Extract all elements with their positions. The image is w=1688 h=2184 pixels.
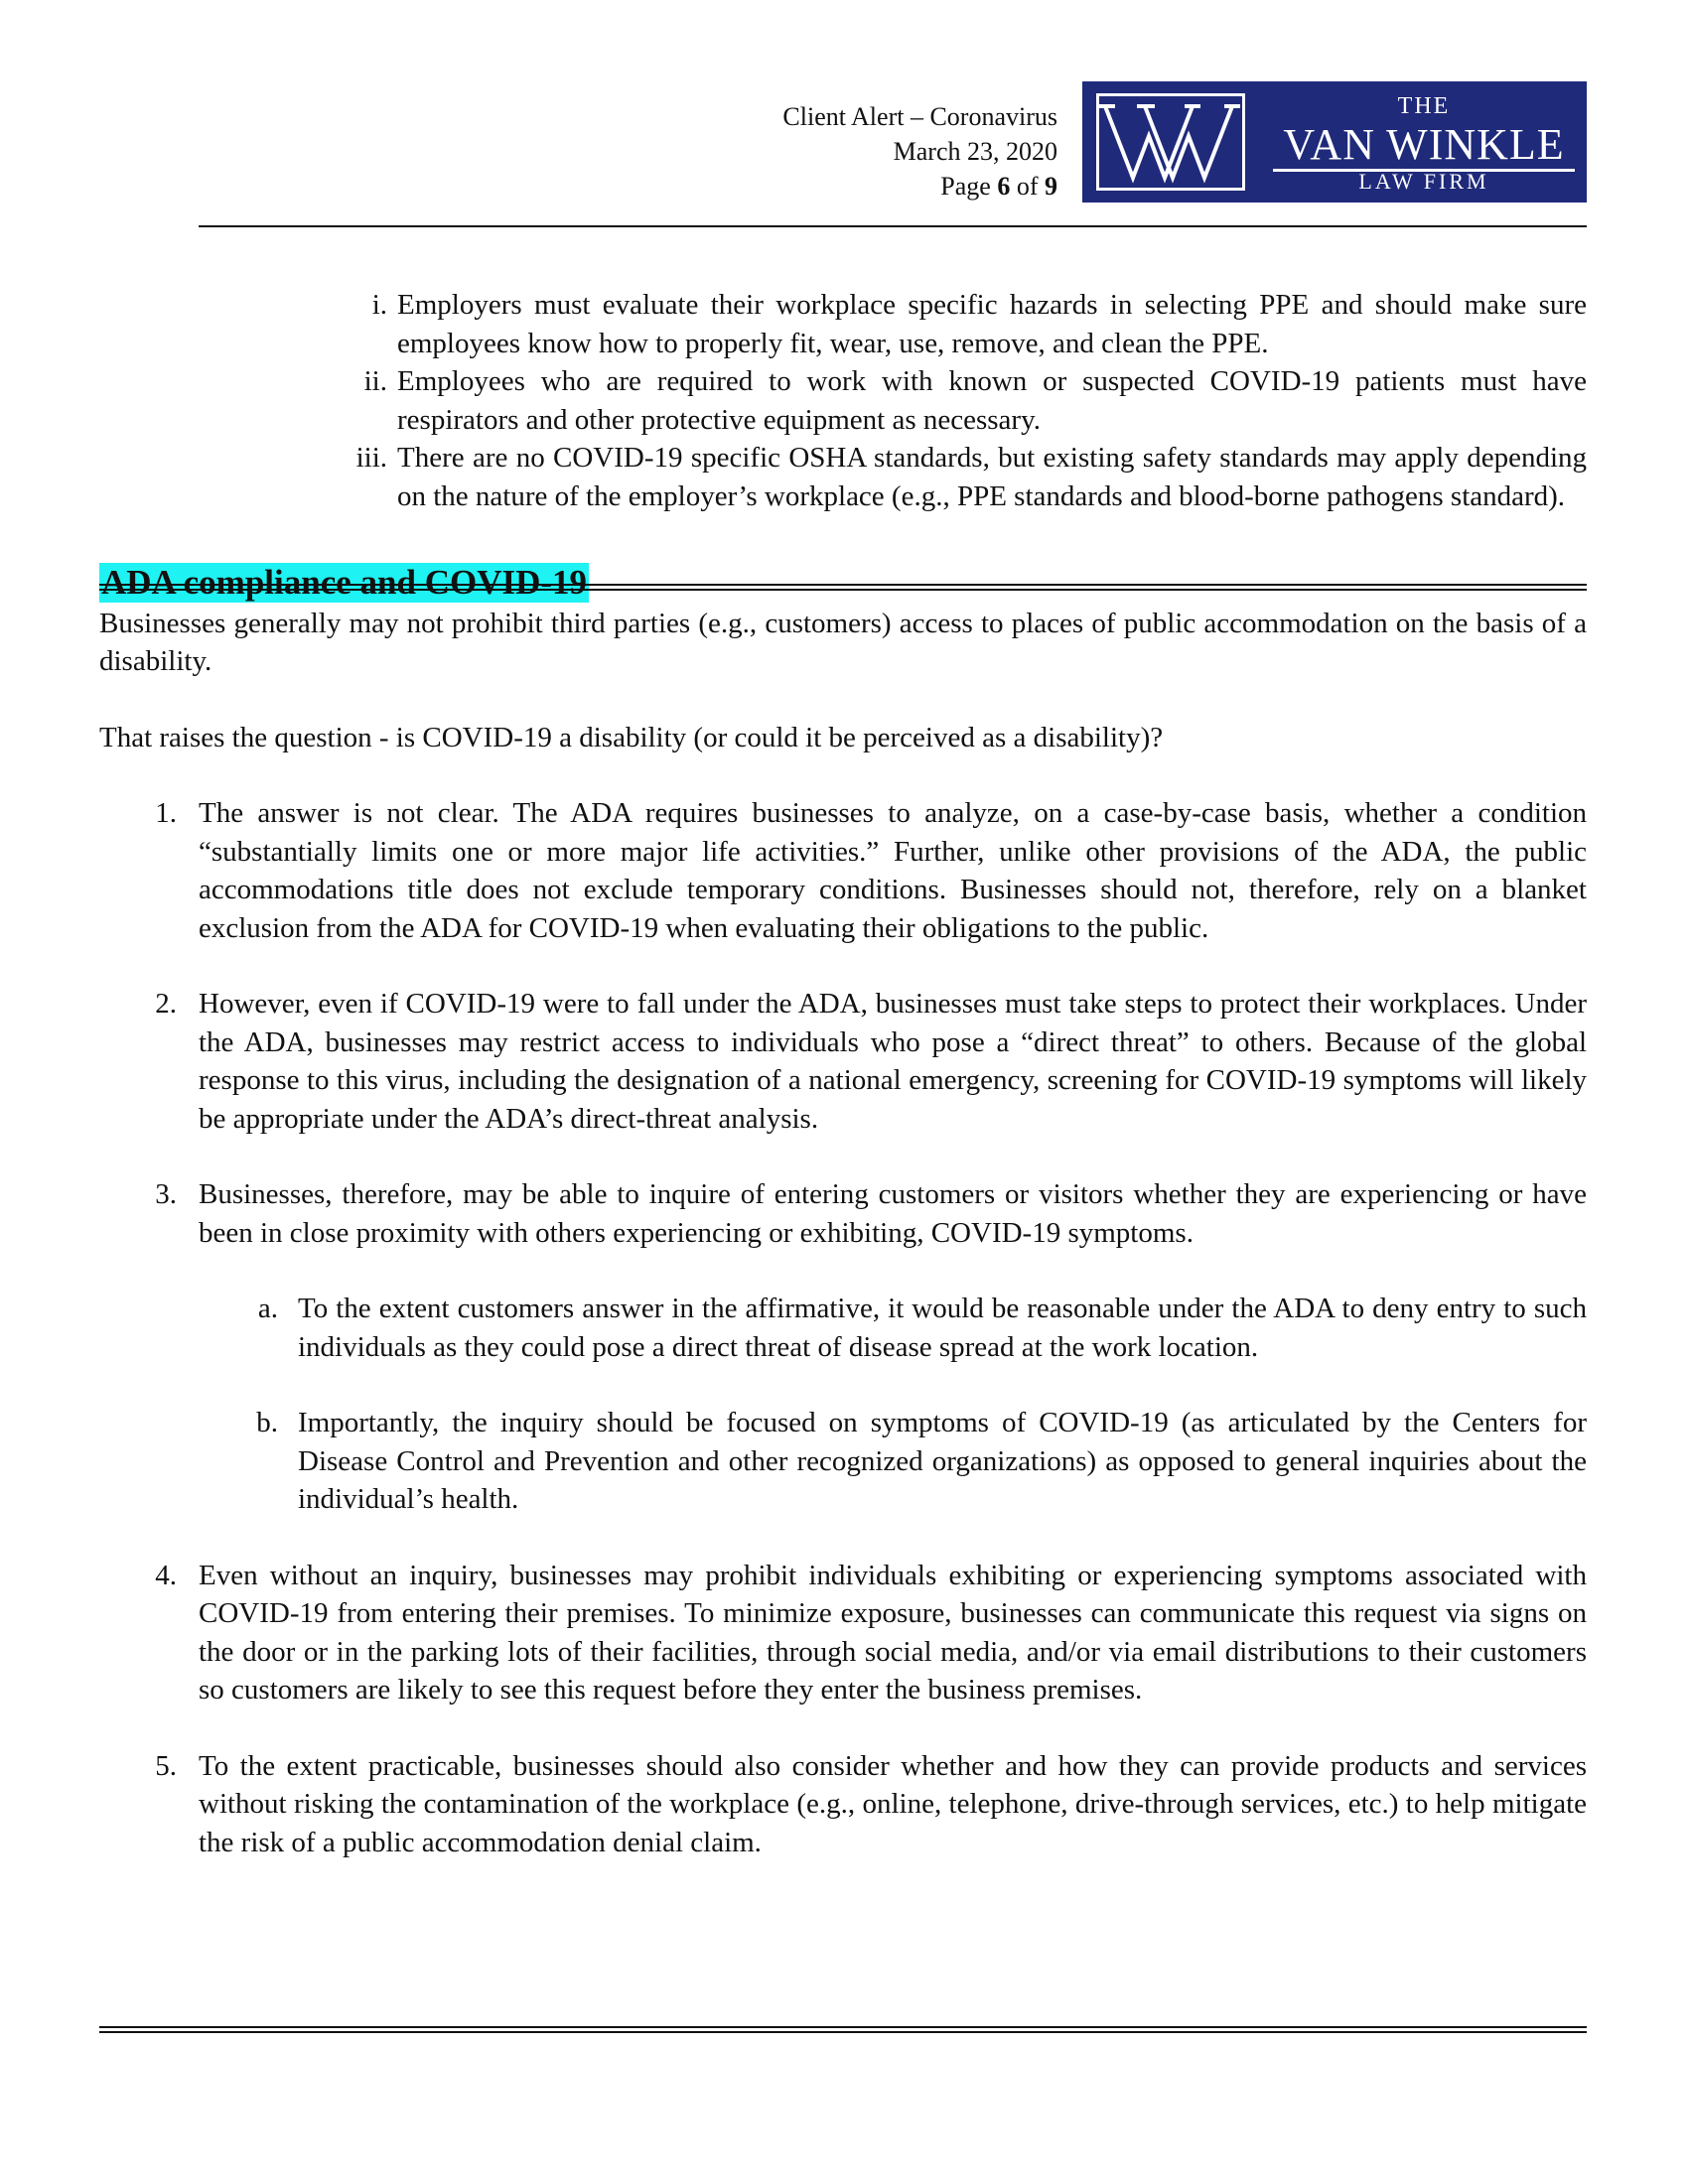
list-item: 4. Even without an inquiry, businesses may prohibit individuals exhibiting or experiencing symptoms associated with COVID-19 from entering their premises. To minimize exposure, businesses can communicate this request via signs on the door or in the parking lots of their facilities, through social media, and/or via email distributions to their customers so customers are likely to see this request before they enter the business premises. — [155, 1559, 1587, 1706]
header-divider — [199, 225, 1587, 227]
section-divider-top — [99, 584, 1587, 591]
list-item: iii. There are no COVID-19 specific OSHA standards, but existing safety standards may apply depending on the nature of the employer’s workplace (e.g., PPE standards and blood-borne pathogens standard). — [355, 442, 1587, 512]
list-item: i. Employers must evaluate their workplace specific hazards in selecting PPE and should make sure employees know how to properly fit, wear, use, remove, and clean the PPE. — [371, 289, 1587, 359]
sub-list-item: b. Importantly, the inquiry should be focused on symptoms of COVID-19 (as articulated by the Centers for Disease Control and Prevention and other recognized organizations) as opposed to general inquiries about the individual’s health. — [256, 1407, 1587, 1515]
logo-the: THE — [1397, 93, 1451, 119]
logo-firm-name: VAN WINKLE — [1283, 120, 1565, 169]
list-item: ii. Employees who are required to work with known or suspected COVID-19 patients must have respirators and other protective equipment as necessary. — [363, 365, 1587, 436]
section-divider-bottom — [99, 2026, 1587, 2033]
alert-title: Client Alert – Coronavirus — [782, 102, 1057, 131]
list-item: 2. However, even if COVID-19 were to fall under the ADA, businesses must take steps to protect their workplaces. Under the ADA, businesses may restrict access to individuals who pose a “direct threat” to others. Because of the global response to this virus, including the designation of a national emergency, screening for COVID-19 symptoms will likely be appropriate under the ADA’s direct-threat analysis. — [155, 988, 1587, 1135]
alert-date: March 23, 2020 — [893, 137, 1057, 166]
page-number: Page 6 of 9 — [940, 172, 1057, 201]
intro-paragraph: Businesses generally may not prohibit third parties (e.g., customers) access to places of public accommodation on the basis of a disability. — [99, 607, 1587, 677]
logo-law-firm: LAW FIRM — [1358, 169, 1489, 194]
list-item: 1. The answer is not clear. The ADA requires businesses to analyze, on a case-by-case basis, whether a condition “substantially limits one or more major life activities.” Further, unlike other provisions of the ADA, the public accommodations title does not exclude temporary conditions. Businesses should not, therefore, rely on a blanket exclusion from the ADA for COVID-19 when evaluating their obligations to the public. — [155, 797, 1587, 944]
firm-logo — [1082, 81, 1587, 203]
sub-points-list — [99, 1290, 1587, 1519]
vw-monogram-icon — [1099, 96, 1242, 188]
logo-wordmark — [1265, 85, 1583, 199]
document-header — [596, 99, 1057, 204]
logo-vw-mark — [1096, 93, 1245, 191]
ada-points-list — [99, 794, 1587, 1861]
ppe-list — [99, 286, 1587, 515]
page-body — [99, 286, 1587, 1861]
list-item: 5. To the extent practicable, businesses should also consider whether and how they can provide products and services without risking the contamination of the workplace (e.g., online, telephone, drive-through services, etc.) to help mitigate the risk of a public accommodation denial claim. — [155, 1749, 1587, 1858]
question-paragraph: That raises the question - is COVID-19 a disability (or could it be perceived as a disability)? — [99, 721, 1164, 753]
section-heading: ADA compliance and COVID-19 — [101, 563, 588, 602]
sub-list-item: a. To the extent customers answer in the affirmative, it would be reasonable under the ADA to deny entry to such individuals as they could pose a direct threat of disease spread at the work location. — [257, 1293, 1587, 1363]
list-item: 3. Businesses, therefore, may be able to inquire of entering customers or visitors whether they are experiencing or have been in close proximity with others experiencing or exhibiting, COVID-19 symptoms. — [155, 1178, 1587, 1249]
